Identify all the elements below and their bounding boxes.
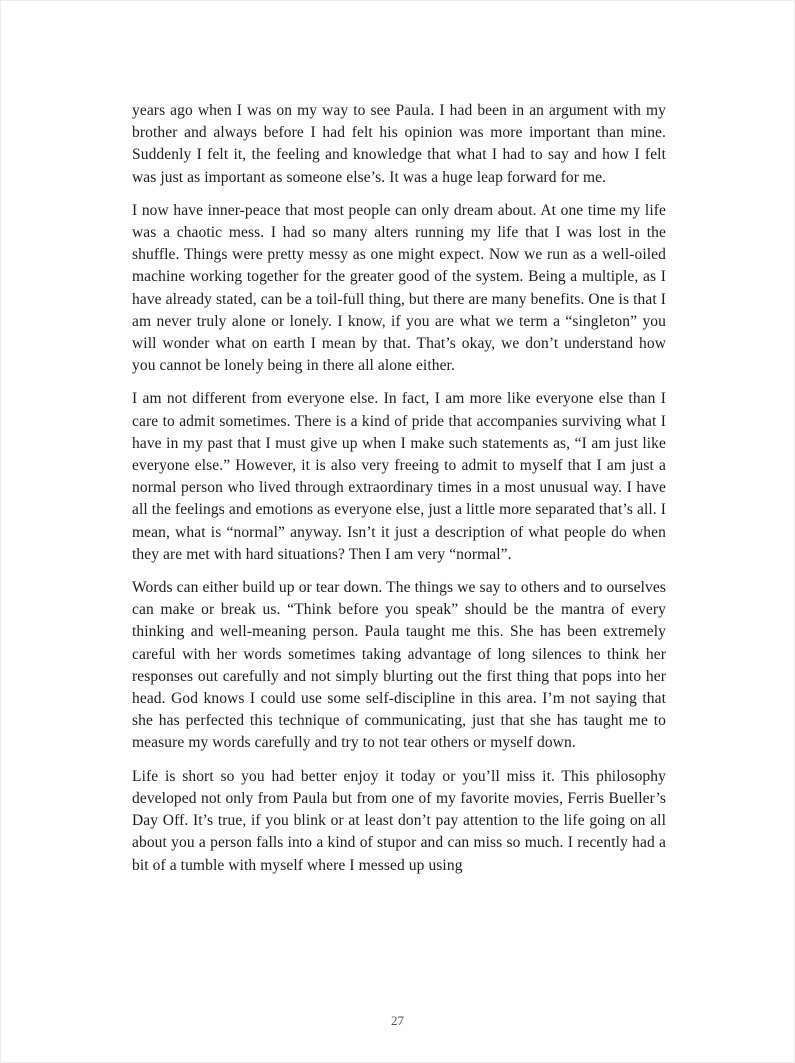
paragraph: Words can either build up or tear down. The things we say to others and to ourselves can make or break us. “Think before you speak” should be the mantra of every thinking and well-meaning person. Paula taught me this. She has been extremely careful with her words sometimes taking advantage of long silences to think her responses out carefully and not simply blurting out the first thing that pops into her head. God knows I could use some self-discipline in this area. I’m not saying that she has perfected this technique of communicating, just that she has taught me to measure my words carefully and try to not tear others or myself down.	[132, 579, 666, 752]
paragraph: I am not different from everyone else. In fact, I am more like everyone else than I care to admit sometimes. There is a kind of pride that accompanies surviving what I have in my past that I must give up when I make such statements as, “I am just like everyone else.” However, it is also very freeing to admit to myself that I am just a normal person who lived through extraordinary times in a most unusual way. I have all the feelings and emotions as everyone else, just a little more separated that’s all. I mean, what is “normal” anyway. Isn’t it just a description of what people do when they are met with hard situations? Then I am very “normal”.	[132, 390, 666, 563]
page-footer	[1, 1012, 794, 1030]
paragraph: years ago when I was on my way to see Paula. I had been in an argument with my brother and always before I had felt his opinion was more important than mine. Suddenly I felt it, the feeling and knowledge that what I had to say and how I felt was just as important as someone else’s. It was a huge leap forward for me.	[132, 102, 666, 186]
paragraph: Life is short so you had better enjoy it today or you’ll miss it. This philosophy developed not only from Paula but from one of my favorite movies, Ferris Bueller’s Day Off. It’s true, if you blink or at least don’t pay attention to the life going on all about you a person falls into a kind of stupor and can miss so much. I recently had a bit of a tumble with myself where I messed up using	[132, 767, 666, 874]
paragraph: I now have inner-peace that most people can only dream about. At one time my life was a chaotic mess. I had so many alters running my life that I was lost in the shuffle. Things were pretty messy as one might expect. Now we run as a well-oiled machine working together for the greater good of the system. Being a multiple, as I have already stated, can be a toil-full thing, but there are many benefits. One is that I am never truly alone or lonely. I know, if you are what we term a “singleton” you will wonder what on earth I mean by that. That’s okay, we don’t understand how you cannot be lonely being in there all alone either.	[132, 201, 666, 375]
text-block	[132, 100, 666, 888]
page-number: 27	[391, 1013, 404, 1028]
